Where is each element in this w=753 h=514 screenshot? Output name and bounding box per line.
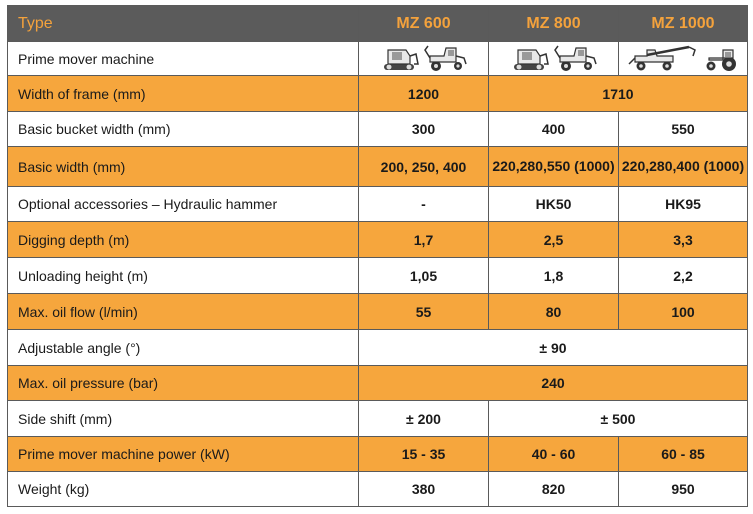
value-cell: 240 <box>359 366 748 401</box>
table-row <box>8 222 748 258</box>
table-row <box>8 437 748 472</box>
table-row <box>8 147 748 187</box>
model-header-mz800: MZ 800 <box>489 6 619 42</box>
table-row <box>8 258 748 294</box>
row-label: Basic width (mm) <box>8 147 359 187</box>
value-cell: 300 <box>359 112 489 147</box>
value-cell: 1710 <box>489 76 748 112</box>
table-row <box>8 294 748 330</box>
machine-cell-mz600 <box>359 42 489 76</box>
value-cell: 1,7 <box>359 222 489 258</box>
row-label: Optional accessories – Hydraulic hammer <box>8 187 359 222</box>
row-label: Prime mover machine power (kW) <box>8 437 359 472</box>
backhoe-loader-icon <box>554 44 598 72</box>
value-cell: 80 <box>489 294 619 330</box>
value-cell: 200, 250, 400 <box>359 147 489 187</box>
value-cell: ± 500 <box>489 401 748 437</box>
value-cell: 820 <box>489 472 619 507</box>
table-row <box>8 112 748 147</box>
skid-steer-loader-icon <box>380 44 420 72</box>
value-cell: 40 - 60 <box>489 437 619 472</box>
row-label: Width of frame (mm) <box>8 76 359 112</box>
type-header: Type <box>8 6 359 42</box>
table-row <box>8 401 748 437</box>
value-cell: 3,3 <box>619 222 748 258</box>
value-cell: 100 <box>619 294 748 330</box>
value-cell: 2,5 <box>489 222 619 258</box>
backhoe-loader-icon <box>424 44 468 72</box>
skid-steer-loader-icon <box>510 44 550 72</box>
value-cell: 55 <box>359 294 489 330</box>
value-cell: 2,2 <box>619 258 748 294</box>
value-cell: 220,280,400 (1000) <box>619 147 748 187</box>
value-cell: HK95 <box>619 187 748 222</box>
value-cell: 400 <box>489 112 619 147</box>
row-label: Unloading height (m) <box>8 258 359 294</box>
value-cell: HK50 <box>489 187 619 222</box>
model-header-mz600: MZ 600 <box>359 6 489 42</box>
row-label: Max. oil flow (l/min) <box>8 294 359 330</box>
value-cell: 15 - 35 <box>359 437 489 472</box>
machine-cell-mz800 <box>489 42 619 76</box>
model-header-mz1000: MZ 1000 <box>619 6 748 42</box>
row-label: Max. oil pressure (bar) <box>8 366 359 401</box>
machine-cell-mz1000 <box>619 42 748 76</box>
table-row <box>8 42 748 76</box>
row-label: Weight (kg) <box>8 472 359 507</box>
value-cell: 950 <box>619 472 748 507</box>
value-cell: ± 90 <box>359 330 748 366</box>
row-label: Digging depth (m) <box>8 222 359 258</box>
value-cell: 60 - 85 <box>619 437 748 472</box>
table-row <box>8 187 748 222</box>
table-row <box>8 330 748 366</box>
header-row <box>8 6 748 42</box>
value-cell: 550 <box>619 112 748 147</box>
row-label: Basic bucket width (mm) <box>8 112 359 147</box>
value-cell: 380 <box>359 472 489 507</box>
row-label: Adjustable angle (°) <box>8 330 359 366</box>
telehandler-icon <box>627 44 699 72</box>
table-row <box>8 366 748 401</box>
table-row <box>8 76 748 112</box>
value-cell: 1,05 <box>359 258 489 294</box>
specification-table <box>7 5 748 507</box>
row-label: Side shift (mm) <box>8 401 359 437</box>
row-label: Prime mover machine <box>8 42 359 76</box>
value-cell: ± 200 <box>359 401 489 437</box>
value-cell: 1,8 <box>489 258 619 294</box>
value-cell: 220,280,550 (1000) <box>489 147 619 187</box>
tractor-icon <box>703 44 739 72</box>
value-cell: 1200 <box>359 76 489 112</box>
value-cell: - <box>359 187 489 222</box>
table-row <box>8 472 748 507</box>
